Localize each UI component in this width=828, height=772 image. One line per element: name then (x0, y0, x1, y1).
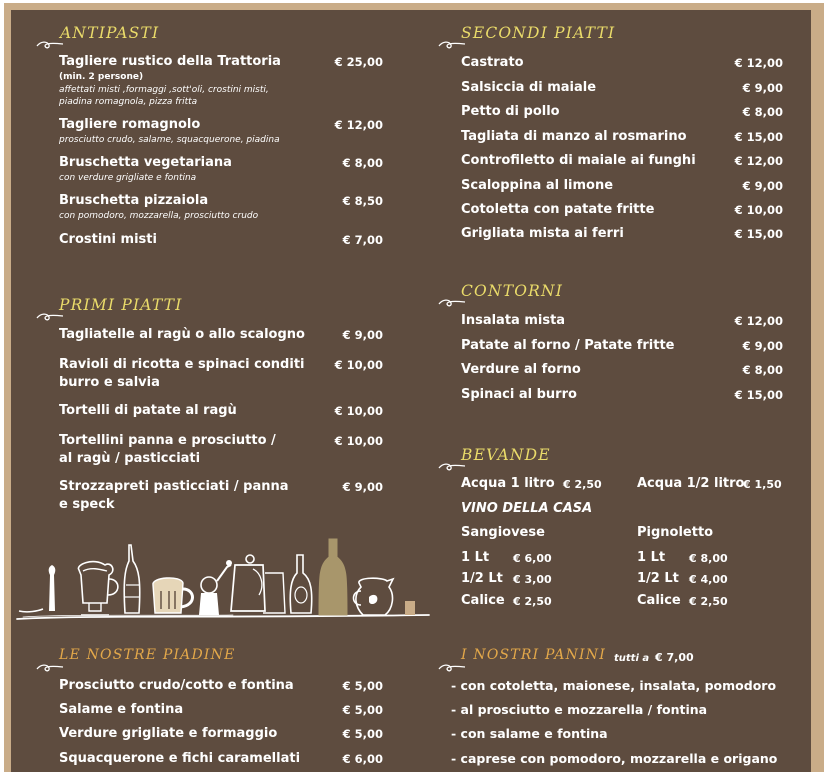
menu-item-name: Tagliere rustico della Trattoria (59, 54, 281, 69)
section-title-piadine: LE NOSTRE PIADINE (59, 647, 236, 663)
menu-item-price: € 12,00 (734, 314, 783, 328)
menu-item-name: Controfiletto di maiale ai funghi (461, 153, 696, 168)
section-title-secondi: SECONDI PIATTI (461, 24, 616, 42)
beverage-price: € 1,50 (743, 478, 782, 491)
wine-size: Calice (637, 593, 681, 608)
wine-size: Calice (461, 593, 505, 608)
menu-item-price: € 8,00 (742, 105, 783, 119)
menu-item-name: Tagliatelle al ragù o allo scalogno (59, 327, 305, 342)
menu-item-name: Tortellini panna e prosciutto / (59, 433, 276, 448)
menu-item-name: Salsiccia di maiale (461, 80, 597, 95)
menu-item-name: Salame e fontina (59, 702, 184, 717)
menu-item-name: Prosciutto crudo/cotto e fontina (59, 678, 294, 693)
cutting-board-icon (231, 555, 285, 613)
menu-item-price: € 10,00 (734, 203, 783, 217)
wine-heading: VINO DELLA CASA (461, 501, 593, 516)
oil-bottle-icon (290, 555, 311, 613)
beer-mug-icon (153, 578, 193, 613)
wine-size: 1 Lt (637, 550, 666, 565)
pepper-mill-icon (19, 565, 55, 612)
menu-item-price: € 9,00 (742, 81, 783, 95)
menu-item-price: € 7,00 (342, 233, 383, 247)
wine-size: 1/2 Lt (637, 571, 679, 586)
menu-item-name: e speck (59, 497, 115, 512)
menu-item-price: € 10,00 (334, 434, 383, 448)
bottle-icon (124, 545, 140, 613)
beverage-name: Acqua 1 litro (461, 476, 555, 491)
menu-item-name: Patate al forno / Patate fritte (461, 338, 675, 353)
wine-price: € 2,50 (513, 595, 552, 608)
menu-item-price: € 10,00 (334, 358, 383, 372)
menu-item-name: Crostini misti (59, 232, 157, 247)
cup-icon (78, 562, 117, 615)
wine-bottle-icon (319, 539, 347, 615)
menu-item-price: € 8,50 (342, 194, 383, 208)
section-title-contorni: CONTORNI (461, 282, 564, 300)
menu-item-name: Strozzapreti pasticciati / panna (59, 479, 289, 494)
menu-item-name: Castrato (461, 55, 524, 70)
flourish-icon (35, 663, 65, 673)
beverage-name: Acqua 1/2 litro (637, 476, 745, 491)
menu-item-name: Bruschetta pizzaiola (59, 193, 209, 208)
menu-item-name: Insalata mista (461, 313, 566, 328)
beverage-price: € 2,50 (563, 478, 602, 491)
menu-board (11, 10, 811, 772)
menu-item-name: burro e salvia (59, 375, 160, 390)
menu-item-price: € 9,00 (742, 179, 783, 193)
panino-item: - al prosciutto e mozzarella / fontina (451, 702, 708, 717)
wine-name: Pignoletto (637, 525, 714, 540)
panino-item: - con salame e fontina (451, 726, 608, 741)
menu-item-name: Spinaci al burro (461, 387, 577, 402)
menu-item-description: con verdure grigliate e fontina (59, 173, 197, 183)
menu-item-price: € 12,00 (734, 154, 783, 168)
section-title-primi: PRIMI PIATTI (59, 296, 183, 314)
menu-item-name: Verdure al forno (461, 362, 581, 377)
menu-item-price: € 9,00 (742, 339, 783, 353)
grinder-icon (199, 560, 232, 615)
section-title-antipasti: ANTIPASTI (60, 24, 160, 42)
wine-price: € 3,00 (513, 573, 552, 586)
menu-item-name: al ragù / pasticciati (59, 451, 201, 466)
panino-item: - caprese con pomodoro, mozzarella e origano (451, 751, 778, 766)
section-title-panini: I NOSTRI PANINI (461, 647, 606, 663)
panini-price: € 7,00 (655, 651, 694, 664)
menu-item-name: Grigliata mista ai ferri (461, 226, 624, 241)
menu-item-description: prosciutto crudo, salame, squacquerone, piadina (59, 135, 280, 145)
panini-price-label: tutti a (614, 653, 650, 664)
wine-name: Sangiovese (461, 525, 545, 540)
menu-item-price: € 5,00 (342, 727, 383, 741)
menu-item-price: € 15,00 (734, 388, 783, 402)
flourish-icon (437, 663, 467, 673)
menu-item-name: Tortelli di patate al ragù (59, 403, 237, 418)
panino-item: - con cotoletta, maionese, insalata, pomodoro (451, 678, 777, 693)
wine-price: € 8,00 (689, 552, 728, 565)
wine-size: 1/2 Lt (461, 571, 503, 586)
menu-item-price: € 9,00 (342, 328, 383, 342)
menu-item-description: con pomodoro, mozzarella, prosciutto crudo (59, 211, 259, 221)
menu-item-name: Ravioli di ricotta e spinaci conditi (59, 357, 305, 372)
menu-item-note: (min. 2 persone) (59, 72, 144, 82)
pitcher-icon (354, 578, 394, 615)
wine-size: 1 Lt (461, 550, 490, 565)
menu-item-price: € 25,00 (334, 55, 383, 69)
menu-item-price: € 5,00 (342, 703, 383, 717)
menu-item-name: Cotoletta con patate fritte (461, 202, 655, 217)
menu-item-price: € 15,00 (734, 130, 783, 144)
wine-price: € 6,00 (513, 552, 552, 565)
menu-item-price: € 12,00 (334, 118, 383, 132)
menu-item-description: affettati misti ,formaggi ,sott'oli, crostini misti, (59, 85, 269, 95)
menu-item-name: Petto di pollo (461, 104, 560, 119)
menu-item-price: € 9,00 (342, 480, 383, 494)
menu-item-price: € 8,00 (342, 156, 383, 170)
menu-item-name: Tagliata di manzo al rosmarino (461, 129, 687, 144)
menu-item-name: Tagliere romagnolo (59, 117, 201, 132)
menu-item-price: € 10,00 (334, 404, 383, 418)
menu-item-price: € 8,00 (742, 363, 783, 377)
section-title-bevande: BEVANDE (461, 446, 551, 464)
menu-item-price: € 5,00 (342, 679, 383, 693)
menu-item-name: Bruschetta vegetariana (59, 155, 232, 170)
menu-item-price: € 6,00 (342, 752, 383, 766)
wine-price: € 2,50 (689, 595, 728, 608)
menu-item-name: Scaloppina al limone (461, 178, 614, 193)
menu-item-price: € 12,00 (734, 56, 783, 70)
wine-price: € 4,00 (689, 573, 728, 586)
menu-item-name: Verdure grigliate e formaggio (59, 726, 278, 741)
menu-item-price: € 15,00 (734, 227, 783, 241)
menu-item-description: piadina romagnola, pizza fritta (59, 97, 198, 107)
menu-item-name: Squacquerone e fichi caramellati (59, 751, 301, 766)
kitchen-illustration (13, 525, 433, 620)
